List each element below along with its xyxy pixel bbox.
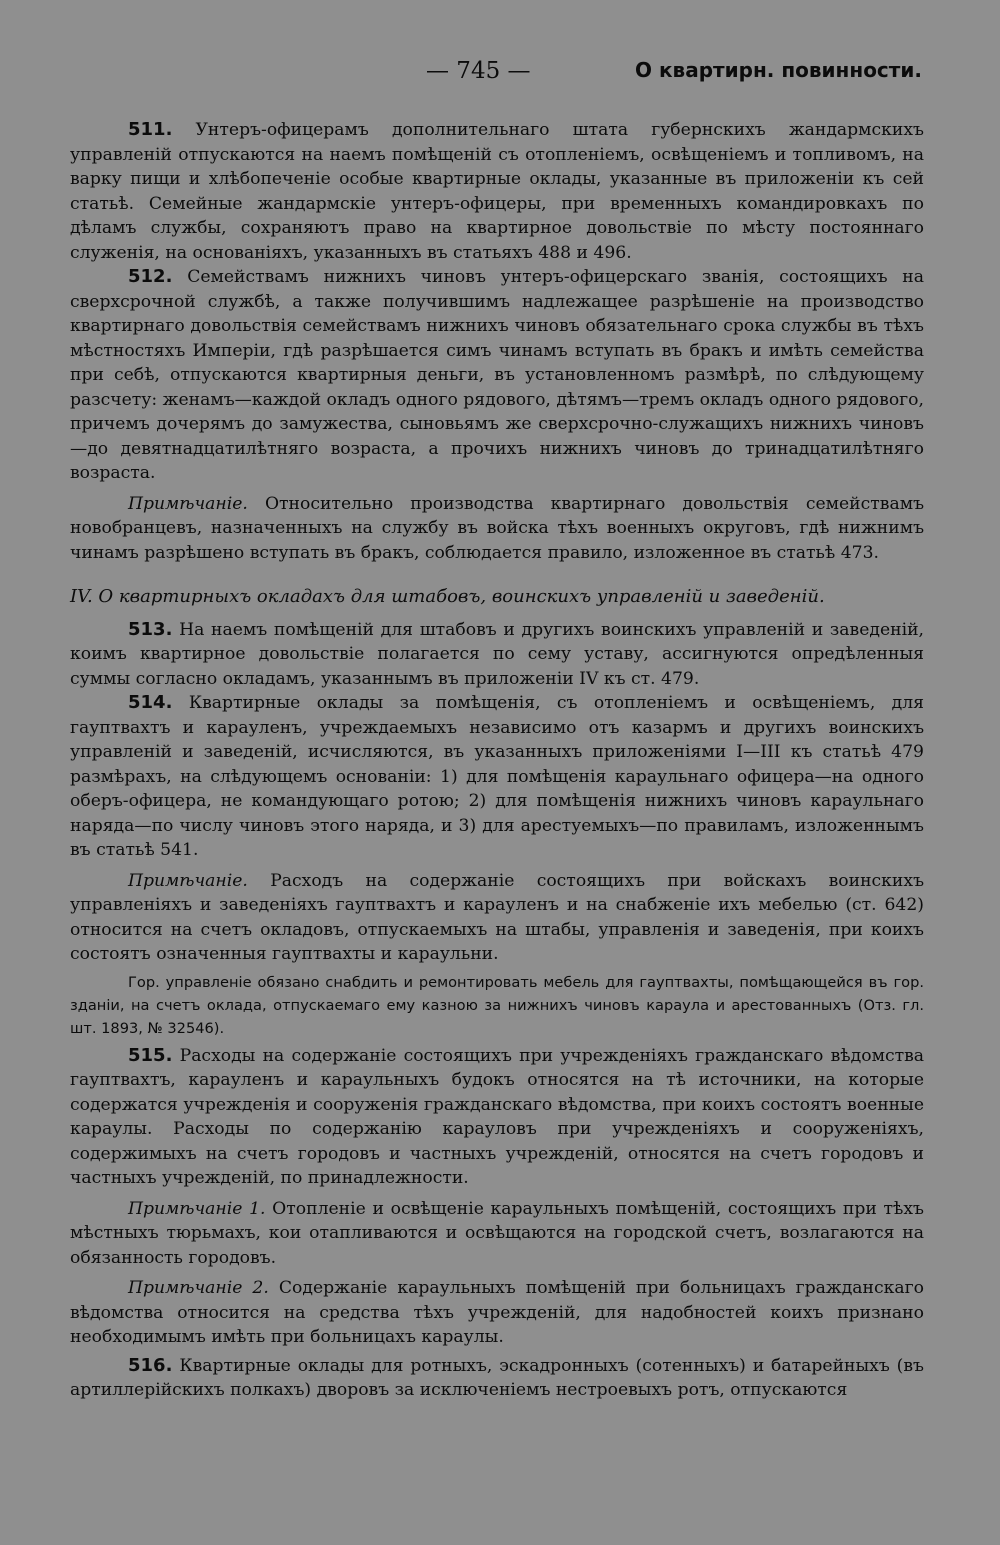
article-516 (70, 1354, 924, 1403)
article-number: 514. (128, 692, 173, 713)
article-number: 513. (128, 618, 173, 640)
article-515 (70, 1044, 924, 1191)
article-text: Семействамъ нижнихъ чиновъ унтеръ-офицерскаго званія, состоящихъ на сверхсрочной службѣ, а также получившимъ надлежащее разрѣшеніе на производство квартирнаго довольствія семействамъ нижнихъ чиновъ обязательнаго срока службы въ тѣхъ мѣстностяхъ Имперіи, гдѣ разрѣшается симъ чинамъ вступать въ бракъ и имѣть семейства при себѣ, отпускаются квартирныя деньги, въ установленномъ размѣрѣ, по слѣдующему разсчету: женамъ—каждой окладъ одного рядового, дѣтямъ—тремъ окладъ одного рядового, причемъ дочерямъ до замужества, сыновьямъ же сверхсрочно-служащихъ нижнихъ чиновъ—до девятнадцатилѣтняго возраста, а прочихъ нижнихъ чиновъ до тринадцатилѣтняго возраста. (70, 267, 924, 483)
note-text: Отопленіе и освѣщеніе караульныхъ помѣщеній, состоящихъ при тѣхъ мѣстныхъ тюрьмахъ, кои отапливаются и освѣщаются на городской счетъ, возлагаются на обязанность городовъ. (70, 1198, 924, 1268)
article-513 (70, 618, 924, 692)
article-511 (70, 118, 924, 265)
article-number: 511. (128, 119, 173, 140)
article-text: Унтеръ-офицерамъ дополнительнаго штата губернскихъ жандармскихъ управленій отпускаются на наемъ помѣщеній съ отопленіемъ, освѣщеніемъ и топливомъ, на варку пищи и хлѣбопеченіе особые квартирные оклады, указанные въ приложеніи къ сей статьѣ. Семейные жандармскіе унтеръ-офицеры, при временныхъ командировкахъ по дѣламъ службы, сохраняютъ право на квартирное довольствіе по мѣсту постояннаго служенія, на основаніяхъ, указанныхъ въ статьяхъ 488 и 496. (70, 120, 924, 263)
note-text: Содержаніе караульныхъ помѣщеній при больницахъ гражданскаго вѣдомства относится на средства тѣхъ учрежденій, для надобностей коихъ признано необходимымъ имѣть при больницахъ караулы. (70, 1278, 924, 1347)
page-header (0, 58, 1000, 92)
running-title: О квартирн. повинности. (635, 58, 922, 82)
article-text: Квартирные оклады за помѣщенія, съ отопленіемъ и освѣщеніемъ, для гауптвахтъ и карауленъ, учреждаемыхъ независимо отъ казармъ и другихъ воинскихъ управленій и заведеній, исчисляются, въ указанныхъ приложеніями I—III къ статьѣ 479 размѣрахъ, на слѣдующемъ основаніи: 1) для помѣщенія караульнаго офицера—на одного оберъ-офицера, не командующаго ротою; 2) для помѣщенія нижнихъ чиновъ караульнаго наряда—по числу чиновъ этого наряда, и 3) для арестуемыхъ—по правиламъ, изложеннымъ въ статьѣ 541. (70, 693, 925, 860)
note-512 (70, 492, 924, 566)
article-text: На наемъ помѣщеній для штабовъ и другихъ воинскихъ управленій и заведеній, коимъ квартирное довольствіе полагается по сему уставу, ассигнуются опредѣленныя суммы согласно окладамъ, указаннымъ въ приложеніи IV къ ст. 479. (70, 619, 924, 689)
article-number: 512. (128, 266, 173, 287)
article-number: 516. (128, 1354, 173, 1376)
article-text: Расходы на содержаніе состоящихъ при учрежденіяхъ гражданскаго вѣдомства гауптвахтъ, карауленъ и караульныхъ будокъ относятся на тѣ источники, на которые содержатся учрежденія и сооруженія гражданскаго вѣдомства, при коихъ состоятъ военные караулы. Расходы по содержанію карауловъ при учрежденіяхъ и сооруженіяхъ, содержимыхъ на счетъ городовъ и частныхъ учрежденій, относятся на счетъ городовъ и частныхъ учрежденій, по принадлежности. (70, 1045, 924, 1188)
note-515-2 (70, 1276, 924, 1350)
note-514 (70, 869, 924, 967)
note-label: Примѣчаніе. (128, 493, 248, 514)
note-label: Примѣчаніе 1. (128, 1198, 266, 1219)
small-print-note: Гор. управленіе обязано снабдить и ремонтировать мебель для гауптвахты, помѣщающейся въ гор. зданіи, на счетъ оклада, отпускаемаго ему казною за нижнихъ чиновъ караула и арестованныхъ (Отз. гл. шт. 1893, № 32546). (70, 973, 924, 1037)
article-text: Квартирные оклады для ротныхъ, эскадронныхъ (сотенныхъ) и батарейныхъ (въ артиллерійскихъ полкахъ) дворовъ за исключеніемъ нестроевыхъ ротъ, отпускаются (70, 1355, 924, 1400)
page-body (70, 118, 924, 1403)
note-text: Относительно производства квартирнаго довольствія семействамъ новобранцевъ, назначенныхъ на службу въ войска тѣхъ военныхъ округовъ, гдѣ нижнимъ чинамъ разрѣшено вступать въ бракъ, соблюдается правило, изложенное въ статьѣ 473. (70, 493, 925, 563)
note-label: Примѣчаніе. (128, 870, 248, 891)
article-514 (70, 691, 924, 863)
section-heading: IV. О квартирныхъ окладахъ для штабовъ, воинскихъ управленій и заведеній. (70, 586, 825, 607)
article-number: 515. (128, 1044, 173, 1066)
note-text: Расходъ на содержаніе состоящихъ при войскахъ воинскихъ управленіяхъ и заведеніяхъ гауптвахтъ и карауленъ и на снабженіе ихъ мебелью (ст. 642) относится на счетъ окладовъ, отпускаемыхъ на штабы, управленія и заведенія, при коихъ состоятъ означенныя гауптвахты и караульни. (70, 870, 925, 964)
note-515-1 (70, 1197, 924, 1271)
article-512 (70, 265, 924, 486)
note-label: Примѣчаніе 2. (128, 1278, 269, 1298)
page-number: — 745 — (426, 58, 531, 84)
